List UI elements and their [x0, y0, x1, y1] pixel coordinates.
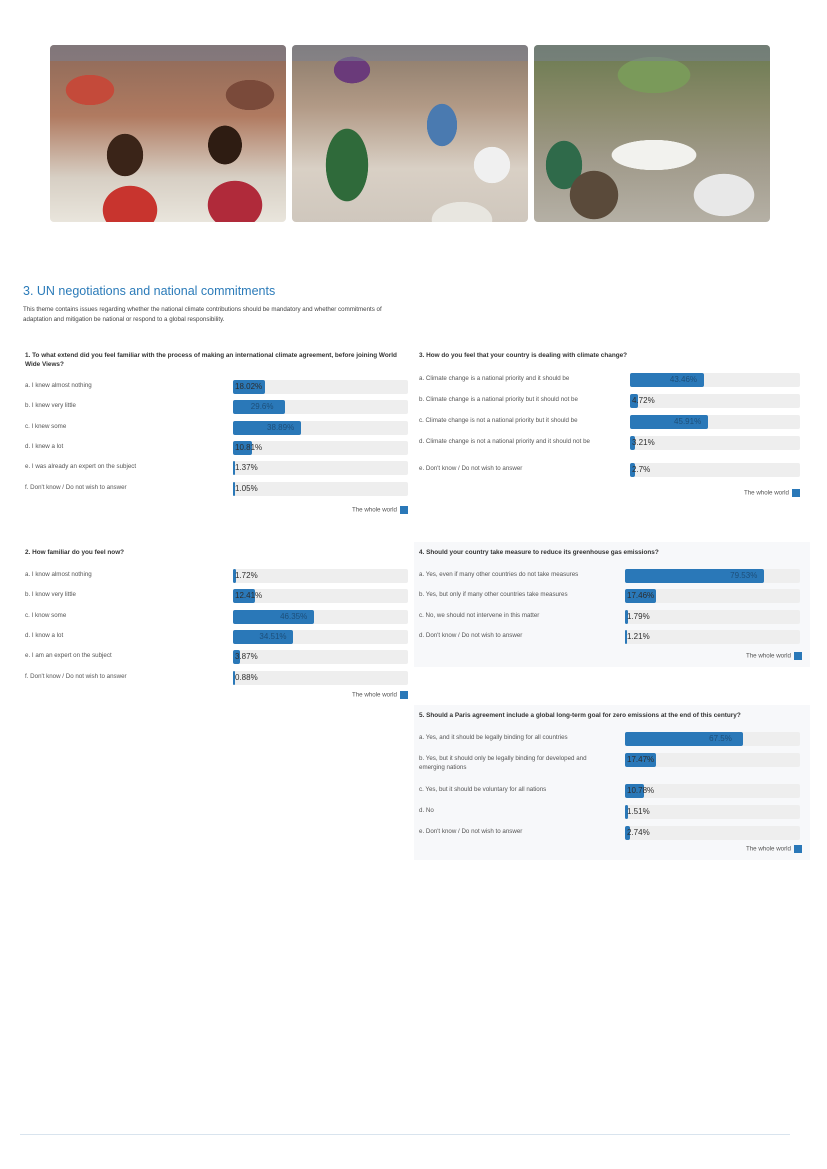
answer-row — [419, 610, 800, 626]
legend-label: The whole world — [743, 489, 789, 497]
question-title: 1. To what extend did you feel familiar with the process of making an international climate agreement, before joining World Wide Views? — [25, 352, 397, 368]
answer-value-label: 79.53% — [730, 571, 758, 580]
footer-divider — [20, 1134, 790, 1135]
answer-bar-track — [233, 650, 408, 664]
answer-label: a. Yes, even if many other countries do not take measures — [419, 571, 579, 578]
question-title: 3. How do you feel that your country is dealing with climate change? — [419, 352, 628, 359]
legend-swatch — [792, 489, 800, 497]
answer-label: b. Climate change is a national priority but it should not be — [419, 396, 578, 403]
answer-bar-track — [233, 400, 408, 414]
answer-row — [419, 569, 800, 585]
answer-value-label: 38.89% — [267, 422, 295, 432]
legend-label: The whole world — [351, 506, 397, 514]
answer-bar-track — [625, 569, 800, 583]
answer-row — [25, 400, 408, 416]
answer-row — [419, 784, 800, 800]
legend — [744, 489, 800, 497]
legend-label: The whole world — [351, 691, 397, 699]
answer-label: d. I know a lot — [25, 631, 64, 639]
answer-bar-track — [625, 784, 800, 798]
answer-label: d. Don't know / Do not wish to answer — [419, 631, 523, 639]
answer-value-label: 17.46% — [627, 591, 655, 601]
answer-label: c. No, we should not intervene in this matter — [419, 611, 540, 619]
answer-bar-track — [233, 482, 408, 496]
answer-label: d. Climate change is not a national priority and it should not be — [419, 438, 590, 445]
question-2-chart — [25, 548, 410, 703]
question-1-chart — [25, 351, 410, 519]
answer-row — [25, 630, 408, 646]
question-4-chart — [419, 548, 804, 666]
section-description: This theme contains issues regarding whether the national climate contributions should be mandatory and whether commitments of adaptation and mitigation be national or respond to a global responsibility. — [23, 306, 382, 323]
legend-swatch — [794, 845, 802, 853]
answer-label: a. I know almost nothing — [25, 571, 92, 578]
answer-bar-track — [630, 415, 800, 429]
answer-label: e. I am an expert on the subject — [25, 652, 112, 660]
answer-row — [25, 380, 408, 396]
answer-row — [419, 436, 800, 452]
answer-label: e. Don't know / Do not wish to answer — [419, 465, 523, 472]
section-title: 3. UN negotiations and national commitments — [23, 284, 276, 298]
answer-row — [419, 805, 800, 821]
question-title: 5. Should a Paris agreement include a global long-term goal for zero emissions at the end of this century? — [419, 712, 741, 719]
answer-label: b. Yes, but only if many other countries take measures — [419, 591, 568, 599]
answer-bar-track — [233, 630, 408, 644]
answer-value-label: 1.72% — [235, 571, 258, 580]
answer-label: a. Yes, and it should be legally binding for all countries — [419, 734, 568, 741]
answer-value-label: 2.74% — [627, 828, 650, 837]
legend-swatch — [400, 691, 408, 699]
answer-bar-track — [625, 732, 800, 746]
answer-label: c. I knew some — [25, 422, 67, 430]
answer-value-label: 67.5% — [709, 734, 732, 743]
answer-bar-track — [233, 441, 408, 455]
answer-label: d. No — [419, 807, 434, 814]
answer-label: e. I was already an expert on the subject — [25, 463, 137, 471]
answer-value-label: 3.21% — [632, 438, 655, 447]
answer-row — [419, 373, 800, 389]
answer-value-label: 2.7% — [632, 465, 651, 474]
answer-row — [419, 732, 800, 748]
answer-value-label: 10.81% — [235, 442, 263, 452]
answer-value-label: 12.41% — [235, 591, 263, 601]
answer-value-label: 1.79% — [627, 611, 650, 621]
answer-value-label: 10.78% — [627, 786, 655, 795]
answer-bar-track — [630, 394, 800, 408]
answer-bar-track — [625, 630, 800, 644]
answer-value-label: 0.88% — [235, 672, 258, 682]
legend-label: The whole world — [745, 652, 791, 660]
answer-row — [25, 671, 408, 687]
answer-value-label: 1.05% — [235, 483, 258, 493]
answer-value-label: 1.51% — [627, 807, 650, 816]
answer-row — [419, 630, 800, 646]
question-3-chart — [419, 351, 804, 501]
question-title: 4. Should your country take measure to reduce its greenhouse gas emissions? — [419, 549, 659, 556]
answer-row — [25, 569, 408, 585]
participants-discussion-photo — [292, 45, 528, 222]
legend — [352, 506, 408, 514]
answer-row — [25, 441, 408, 457]
legend-label: The whole world — [745, 845, 791, 853]
answer-label: a. I knew almost nothing — [25, 382, 92, 389]
answer-row — [25, 482, 408, 498]
answer-bar-track — [233, 461, 408, 475]
answer-row — [25, 589, 408, 605]
question-title: 2. How familiar do you feel now? — [25, 549, 125, 556]
answer-row — [419, 589, 800, 605]
answer-bar-track — [630, 436, 800, 450]
question-5-chart — [419, 711, 804, 859]
answer-bar-track — [233, 569, 408, 583]
legend-swatch — [400, 506, 408, 514]
answer-bar-track — [625, 589, 800, 603]
answer-value-label: 1.21% — [627, 631, 650, 641]
answer-bar-track — [625, 753, 800, 767]
answer-row — [25, 421, 408, 437]
answer-bar-track — [625, 805, 800, 819]
answer-value-label: 18.02% — [235, 382, 263, 391]
answer-bar-track — [630, 463, 800, 477]
answer-row — [25, 610, 408, 626]
answer-label: a. Climate change is a national priority and it should be — [419, 375, 570, 382]
answer-bar-track — [233, 421, 408, 435]
answer-bar-track — [233, 671, 408, 685]
answer-value-label: 46.35% — [280, 611, 308, 621]
answer-value-label: 45.91% — [674, 417, 702, 426]
answer-bar-track — [233, 610, 408, 624]
answer-label: f. Don't know / Do not wish to answer — [25, 483, 127, 491]
legend — [746, 845, 802, 853]
answer-bar-track — [233, 380, 408, 394]
answer-row — [419, 826, 800, 842]
answer-bar-track — [233, 589, 408, 603]
answer-row — [419, 394, 800, 410]
answer-label: e. Don't know / Do not wish to answer — [419, 828, 523, 835]
answer-value-label: 34.51% — [259, 631, 287, 641]
answer-label: f. Don't know / Do not wish to answer — [25, 672, 127, 680]
participants-tables-photo — [534, 45, 770, 222]
answer-value-label: 43.46% — [669, 375, 698, 384]
answer-row — [25, 461, 408, 477]
answer-row — [419, 753, 800, 769]
answer-bar-track — [625, 610, 800, 624]
answer-label: d. I knew a lot — [25, 442, 64, 450]
answer-value-label: 1.37% — [235, 463, 258, 473]
answer-label: c. Climate change is not a national priority but it should be — [419, 417, 578, 424]
answer-label: c. I know some — [25, 611, 67, 619]
answer-bar-track — [625, 826, 800, 840]
legend — [352, 691, 408, 699]
answer-label: b. Yes, but it should only be legally binding for developed and emerging nations — [419, 755, 587, 771]
answer-row — [419, 463, 800, 479]
answer-value-label: 17.47% — [627, 755, 655, 764]
answer-row — [419, 415, 800, 431]
answer-value-label: 29.6% — [250, 402, 274, 412]
legend — [746, 652, 802, 660]
answer-row — [25, 650, 408, 666]
legend-swatch — [794, 652, 802, 660]
answer-value-label: 3.87% — [235, 652, 258, 662]
answer-label: b. I knew very little — [25, 402, 76, 410]
participants-writing-photo — [50, 45, 286, 222]
answer-label: b. I know very little — [25, 591, 76, 599]
answer-label: c. Yes, but it should be voluntary for all nations — [419, 786, 547, 793]
answer-value-label: 4.72% — [632, 396, 655, 405]
answer-bar-track — [630, 373, 800, 387]
